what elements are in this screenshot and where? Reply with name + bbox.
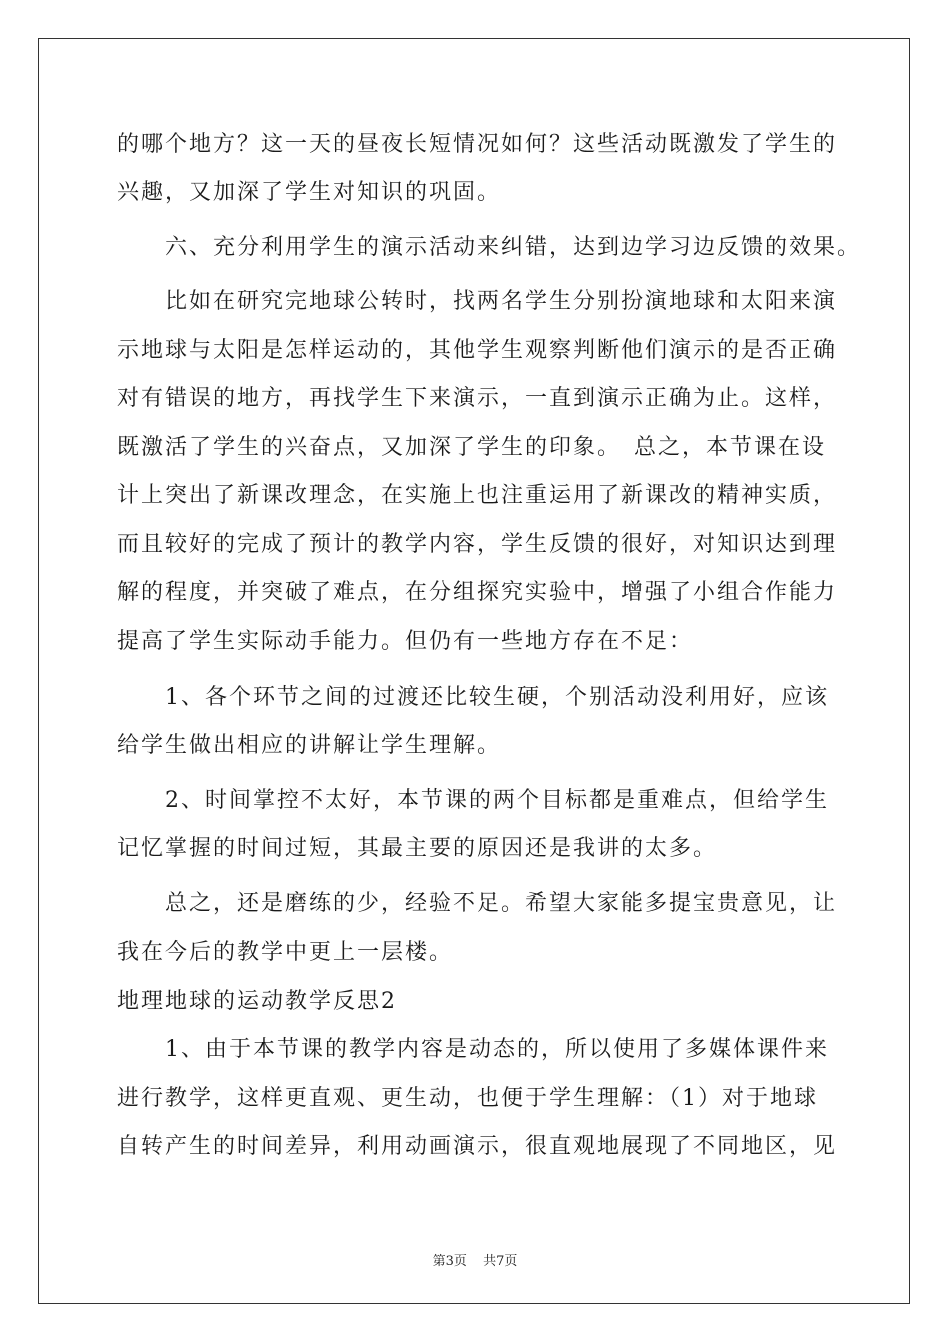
section-heading: 地理地球的运动教学反思2 (117, 989, 397, 1014)
text-line: 对有错误的地方，再找学生下来演示，一直到演示正确为止。这样， (117, 386, 838, 411)
text-line: 自转产生的时间差异，利用动画演示，很直观地展现了不同地区，见 (117, 1134, 838, 1159)
text-line: 的哪个地方？这一天的昼夜长短情况如何？这些活动既激发了学生的 (117, 132, 838, 157)
text-line: 既激活了学生的兴奋点，又加深了学生的印象。 总之，本节课在设 (117, 435, 827, 460)
text-line: 示地球与太阳是怎样运动的，其他学生观察判断他们演示的是否正确 (117, 338, 838, 363)
text-line: 进行教学，这样更直观、更生动，也便于学生理解：（1）对于地球 (117, 1086, 818, 1111)
text-line: 计上突出了新课改理念，在实施上也注重运用了新课改的精神实质， (117, 483, 838, 508)
text-line: 提高了学生实际动手能力。但仍有一些地方存在不足： (117, 629, 694, 654)
text-line: 1、各个环节之间的过渡还比较生硬，个别活动没利用好，应该 (165, 685, 829, 710)
text-line: 给学生做出相应的讲解让学生理解。 (117, 733, 502, 758)
text-line: 我在今后的教学中更上一层楼。 (117, 940, 454, 965)
page-border (38, 38, 910, 1304)
page-number: 第3页 (432, 1254, 467, 1269)
page-total: 共7页 (483, 1254, 518, 1269)
text-line: 解的程度，并突破了难点，在分组探究实验中，增强了小组合作能力 (117, 580, 838, 605)
text-line: 总之，还是磨练的少，经验不足。希望大家能多提宝贵意见，让 (165, 891, 838, 916)
text-line: 记忆掌握的时间过短，其最主要的原因还是我讲的太多。 (117, 836, 718, 861)
text-line: 1、由于本节课的教学内容是动态的，所以使用了多媒体课件来 (165, 1037, 829, 1062)
text-line: 六、充分利用学生的演示活动来纠错，达到边学习边反馈的效果。 (165, 235, 862, 260)
text-line: 兴趣，又加深了学生对知识的巩固。 (117, 180, 502, 205)
page-footer (0, 1250, 950, 1269)
text-line: 而且较好的完成了预计的教学内容，学生反馈的很好，对知识达到理 (117, 532, 838, 557)
text-line: 2、时间掌控不太好，本节课的两个目标都是重难点，但给学生 (165, 788, 829, 813)
text-line: 比如在研究完地球公转时，找两名学生分别扮演地球和太阳来演 (165, 289, 838, 314)
